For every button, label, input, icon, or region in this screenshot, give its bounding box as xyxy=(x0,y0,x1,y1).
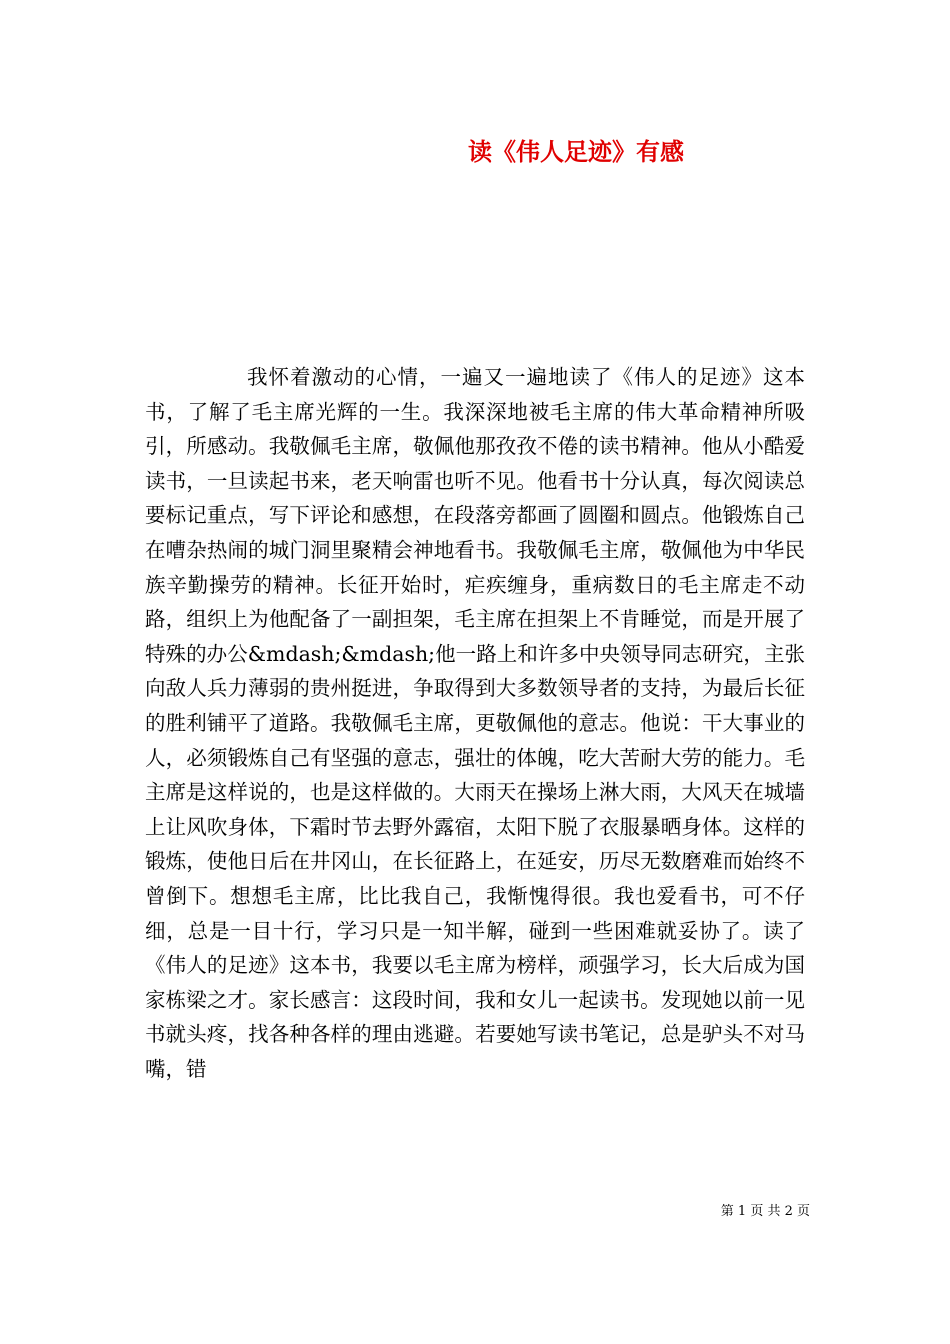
document-body-paragraph: 我怀着激动的心情，一遍又一遍地读了《伟人的足迹》这本书，了解了毛主席光辉的一生。我深深地被毛主席的伟大革命精神所吸引，所感动。我敬佩毛主席，敬佩他那孜孜不倦的读书精神。他从小酷爱读书，一旦读起书来，老天响雷也听不见。他看书十分认真，每次阅读总要标记重点，写下评论和感想，在段落旁都画了圆圈和圆点。他锻炼自己在嘈杂热闹的城门洞里聚精会神地看书。我敬佩毛主席，敬佩他为中华民族辛勤操劳的精神。长征开始时，疟疾缠身，重病数日的毛主席走不动路，组织上为他配备了一副担架，毛主席在担架上不肯睡觉，而是开展了特殊的办公&mdash;&mdash;他一路上和许多中央领导同志研究，主张向敌人兵力薄弱的贵州挺进，争取得到大多数领导者的支持，为最后长征的胜利铺平了道路。我敬佩毛主席，更敬佩他的意志。他说：干大事业的人，必须锻炼自己有坚强的意志，强壮的体魄，吃大苦耐大劳的能力。毛主席是这样说的，也是这样做的。大雨天在操场上淋大雨，大风天在城墙上让风吹身体，下霜时节去野外露宿，太阳下脱了衣服暴晒身体。这样的锻炼，使他日后在井冈山，在长征路上，在延安，历尽无数磨难而始终不曾倒下。想想毛主席，比比我自己，我惭愧得很。我也爱看书，可不仔细，总是一目十行，学习只是一知半解，碰到一些困难就妥协了。读了《伟人的足迹》这本书，我要以毛主席为榜样，顽强学习，长大后成为国家栋梁之才。家长感言：这段时间，我和女儿一起读书。发现她以前一见书就头疼，找各种各样的理由逃避。若要她写读书笔记，总是驴头不对马嘴，错 xyxy=(145,365,805,1081)
page-number-footer: 第 1 页 共 2 页 xyxy=(720,1204,810,1219)
document-title: 读《伟人足迹》有感 xyxy=(468,137,684,166)
